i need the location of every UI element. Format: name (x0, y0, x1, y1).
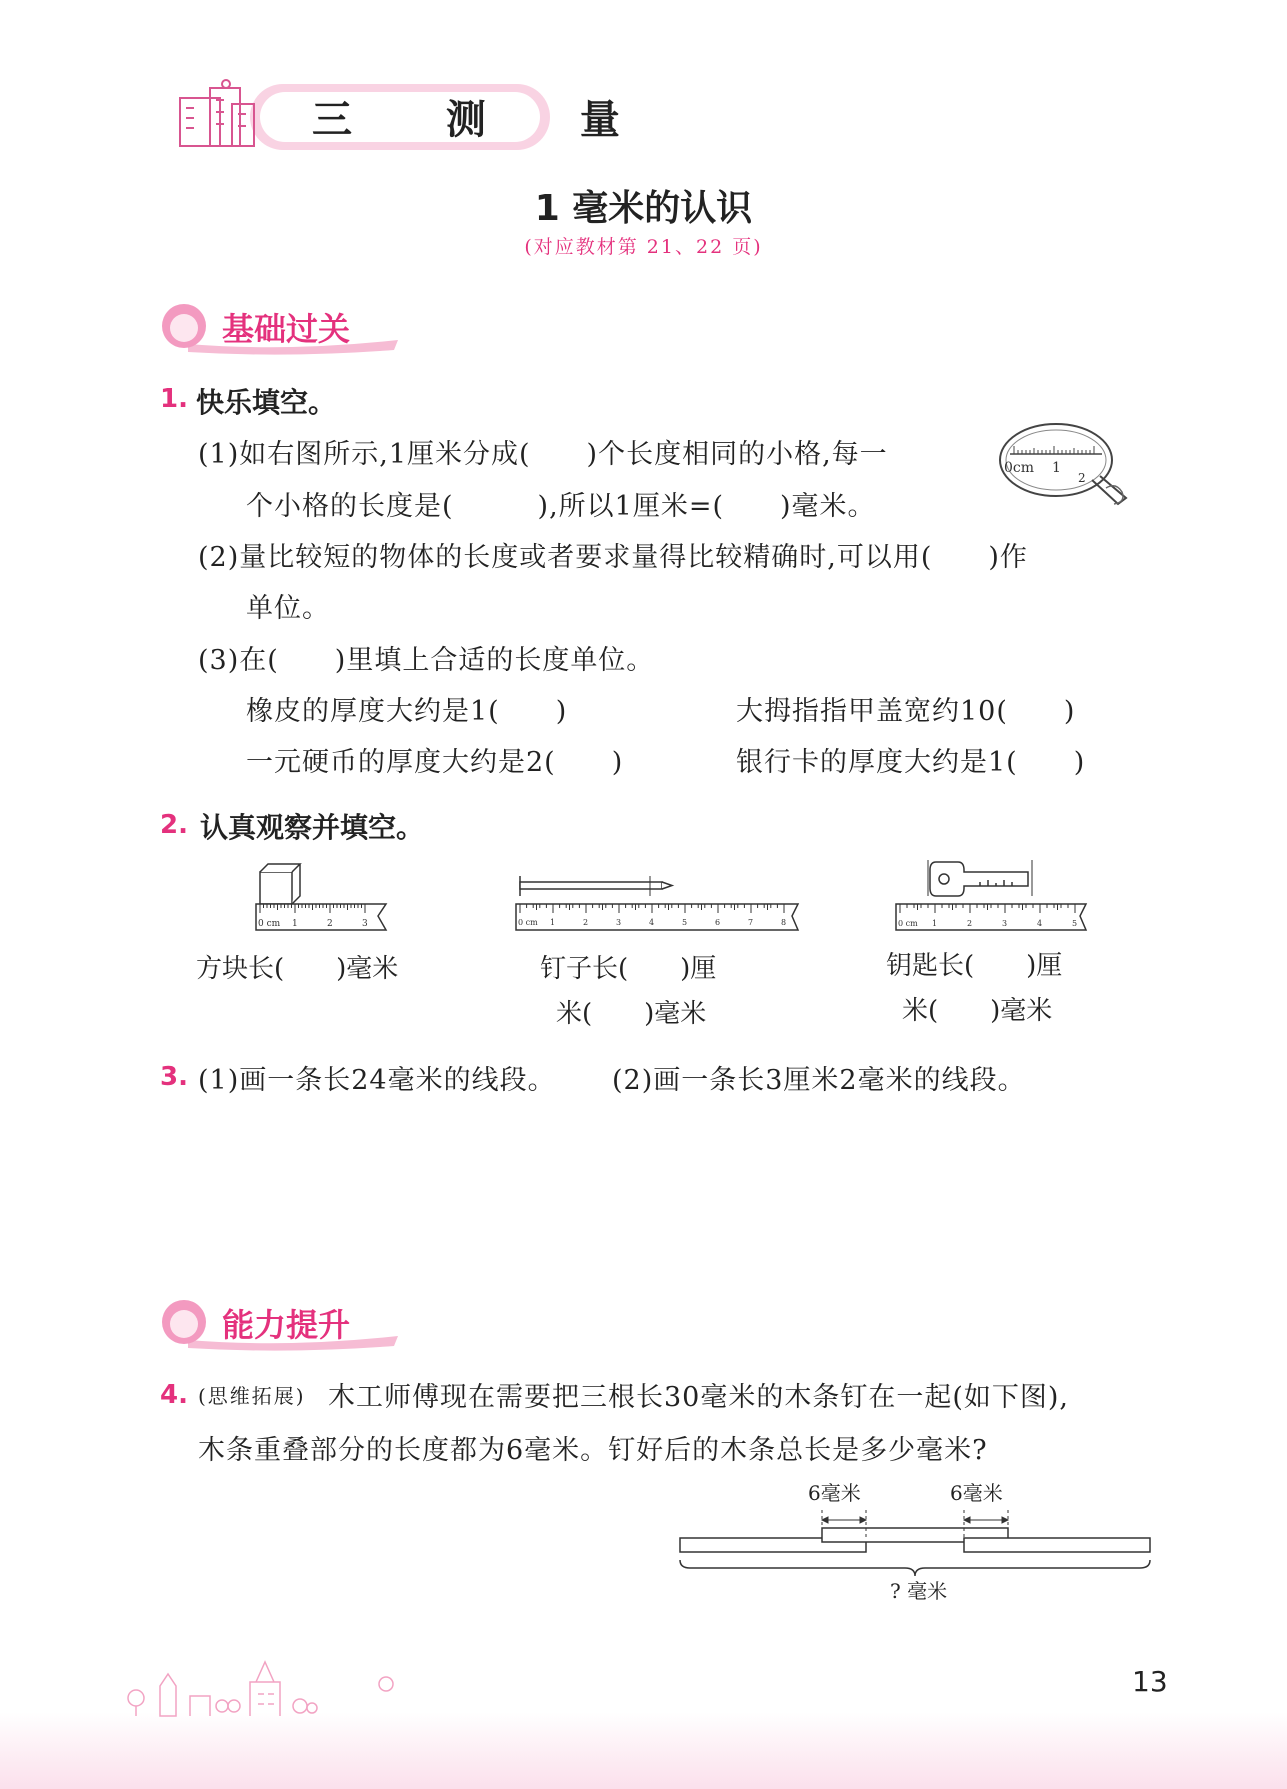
q4-tag: (思维拓展) (198, 1384, 306, 1408)
q1-p2-line2: 单位。 (246, 593, 330, 624)
ruler-key-tick-5: 5 (1072, 919, 1078, 928)
q2-cube-caption: 方块长( )毫米 (196, 954, 399, 984)
wood-strips-figure (670, 1470, 1170, 1600)
ruler-nail-figure (512, 870, 808, 934)
nail-icon (520, 876, 672, 896)
ruler-nail-tick-1: 1 (550, 918, 556, 927)
magnifier-label-1: 1 (1052, 460, 1061, 476)
section-title-basic: 基础过关 (222, 310, 351, 348)
ruler-key-tick-0: 0 cm (898, 919, 918, 928)
cube-icon (260, 864, 300, 904)
q1-fill-eraser: 橡皮的厚度大约是1( ) (246, 696, 568, 727)
mascot-face-icon (170, 1310, 198, 1338)
mascot-face-icon (170, 314, 198, 342)
ruler-nail-tick-5: 5 (682, 918, 688, 927)
ruler-cube-tick-1: 1 (292, 919, 298, 929)
q3-number: 3. (160, 1062, 188, 1092)
unit-title: 三 测 量 (312, 97, 660, 143)
ruler-key-tick-4: 4 (1037, 919, 1043, 928)
q1-number: 1. (160, 384, 188, 414)
ruler-key-tick-1: 1 (932, 919, 938, 928)
page-number: 13 (1132, 1665, 1168, 1698)
q1-p2-line1: (2)量比较短的物体的长度或者要求量得比较精确时,可以用( )作 (198, 542, 1028, 573)
ruler-nail-tick-3: 3 (616, 918, 622, 927)
ruler-nail-tick-6: 6 (715, 918, 721, 927)
footer-band (0, 1712, 1287, 1789)
q1-fill-thumbnail: 大拇指指甲盖宽约10( ) (736, 696, 1076, 727)
building-icon (180, 80, 254, 146)
q2-nail-caption-1: 钉子长( )厘 (540, 954, 717, 984)
ruler-cube-tick-2: 2 (327, 919, 333, 929)
q4-line1: 木工师傅现在需要把三根长30毫米的木条钉在一起(如下图), (328, 1382, 1070, 1413)
overlap-label-1: 6毫米 (808, 1481, 861, 1505)
flower-icon (376, 1674, 396, 1694)
ruler-nail-tick-7: 7 (748, 918, 754, 927)
q3-text-a: (1)画一条长24毫米的线段。 (198, 1065, 556, 1096)
ruler-key-tick-2: 2 (967, 919, 973, 928)
q2-title: 认真观察并填空。 (200, 811, 425, 844)
ruler-nail-tick-2: 2 (583, 918, 589, 927)
ruler-cube-figure (250, 860, 400, 934)
ruler-key-figure (892, 856, 1096, 934)
q4-line2: 木条重叠部分的长度都为6毫米。钉好后的木条总长是多少毫米? (198, 1435, 988, 1466)
q2-number: 2. (160, 810, 188, 840)
magnifier-label-0cm: 0cm (1004, 460, 1035, 476)
q2-nail-caption-2: 米( )毫米 (556, 999, 707, 1029)
overlap-label-2: 6毫米 (950, 1481, 1003, 1505)
total-length-label: ? 毫米 (890, 1579, 948, 1600)
ruler-nail-tick-0: 0 cm (518, 918, 538, 927)
total-brace (680, 1560, 1150, 1576)
footer-town-illustration (120, 1642, 420, 1722)
q1-p1-line2: 个小格的长度是( ),所以1厘米=( )毫米。 (246, 491, 876, 522)
ruler-nail-tick-8: 8 (781, 918, 787, 927)
q1-title: 快乐填空。 (196, 386, 337, 419)
lesson-title: 1 毫米的认识 (534, 188, 753, 229)
q2-key-caption-2: 米( )毫米 (902, 996, 1053, 1026)
lesson-reference: (对应教材第 21、22 页) (524, 236, 763, 258)
ruler-nail-tick-4: 4 (649, 918, 655, 927)
section-title-advanced: 能力提升 (222, 1306, 351, 1344)
key-icon (930, 862, 1028, 896)
q1-p1-line1: (1)如右图所示,1厘米分成( )个长度相同的小格,每一 (198, 439, 888, 470)
ruler-cube-tick-0: 0 cm (258, 919, 281, 929)
magnifier-label-2: 2 (1078, 471, 1086, 485)
q4-number: 4. (160, 1380, 188, 1410)
magnifier-ruler-figure (996, 418, 1146, 518)
ruler-cube-tick-3: 3 (362, 919, 368, 929)
q1-fill-card: 银行卡的厚度大约是1( ) (736, 747, 1086, 778)
q3-text-b: (2)画一条长3厘米2毫米的线段。 (612, 1065, 1026, 1096)
q1-fill-coin: 一元硬币的厚度大约是2( ) (246, 747, 624, 778)
ruler-key-tick-3: 3 (1002, 919, 1008, 928)
q2-key-caption-1: 钥匙长( )厘 (886, 951, 1063, 981)
q1-p3-line1: (3)在( )里填上合适的长度单位。 (198, 645, 655, 676)
